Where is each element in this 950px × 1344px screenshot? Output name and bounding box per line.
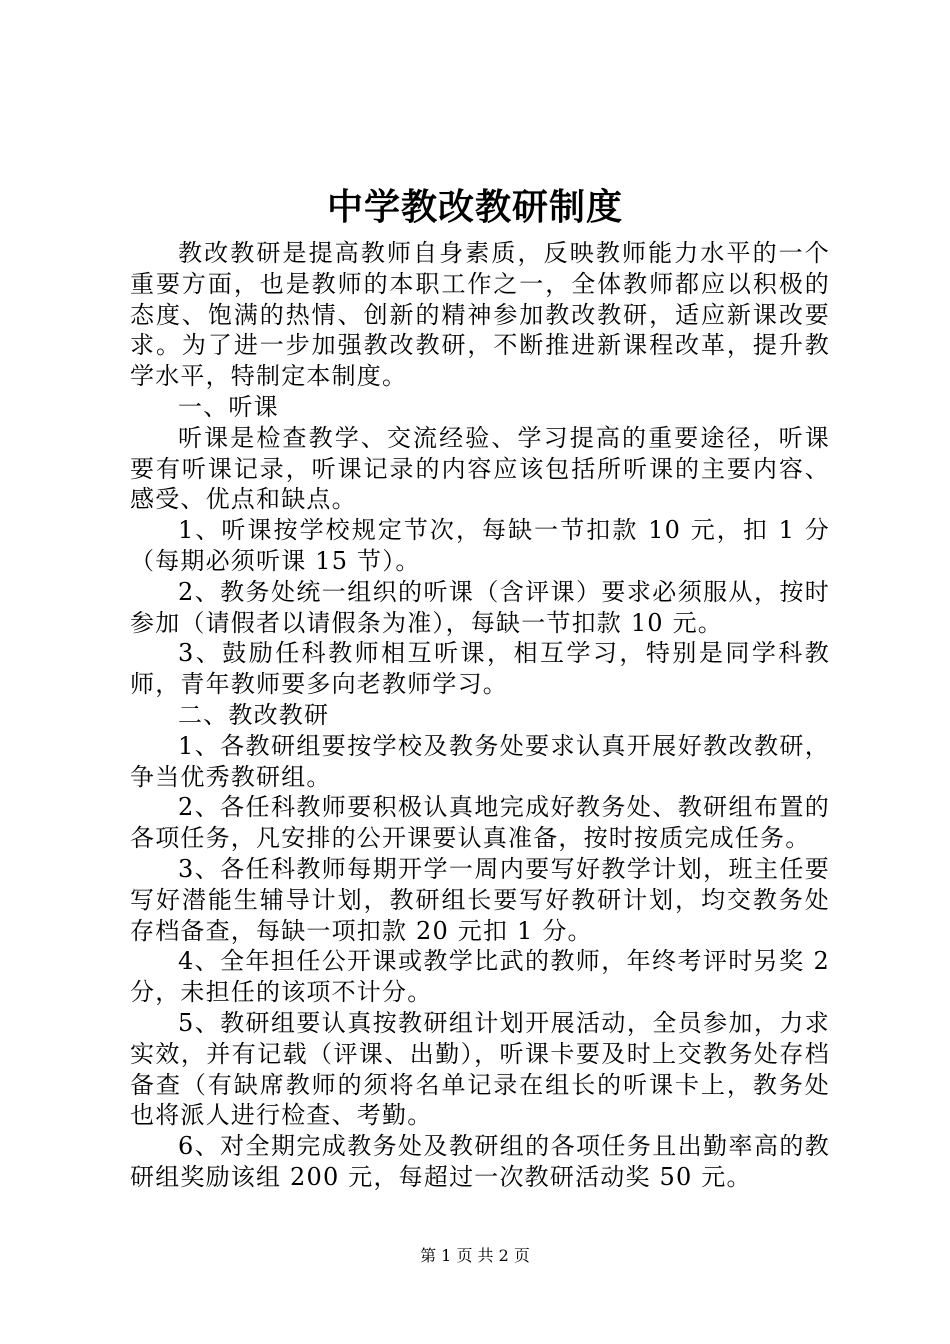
paragraph-listening-rule-1: 1、听课按学校规定节次，每缺一节扣款 10 元，扣 1 分（每期必须听课 15 节）。 [130, 516, 830, 575]
paragraph-listening-intro: 听课是检查教学、交流经验、学习提高的重要途径，听课要有听课记录，听课记录的内容应该包括所听课的主要内容、感受、优点和缺点。 [130, 423, 830, 514]
document-title: 中学教改教研制度 [326, 186, 623, 228]
paragraph-research-rule-2: 2、各任科教师要积极认真地完成好教务处、教研组布置的各项任务，凡安排的公开课要认真准备，按时按质完成任务。 [130, 793, 830, 853]
document-body [130, 238, 830, 1193]
paragraph-research-rule-6: 6、对全期完成教务处及教研组的各项任务且出勤率高的教研组奖励该组 200 元，每超过一次教研活动奖 50 元。 [130, 1132, 830, 1191]
section-heading-research: 二、教改教研 [178, 700, 330, 729]
paragraph-listening-rule-3: 3、鼓励任科教师相互听课，相互学习，特别是同学科教师，青年教师要多向老教师学习。 [130, 639, 830, 699]
paragraph-research-rule-3: 3、各任科教师每期开学一周内要写好教学计划，班主任要写好潜能生辅导计划，教研组长要写好教研计划，均交教务处存档备查，每缺一项扣款 20 元扣 1 分。 [130, 854, 830, 945]
paragraph-listening-rule-2: 2、教务处统一组织的听课（含评课）要求必须服从，按时参加（请假者以请假条为准），每缺一节扣款 10 元。 [130, 577, 830, 637]
section-heading-listening: 一、听课 [178, 392, 279, 421]
paragraph-research-rule-1: 1、各教研组要按学校及教务处要求认真开展好教改教研，争当优秀教研组。 [130, 731, 830, 791]
paragraph-intro: 教改教研是提高教师自身素质，反映教师能力水平的一个重要方面，也是教师的本职工作之一，全体教师都应以积极的态度、饱满的热情、创新的精神参加教改教研，适应新课改要求。为了进一步加强教改教研，不断推进新课程改革，提升教学水平，特制定本制度。 [130, 239, 830, 391]
paragraph-research-rule-4: 4、全年担任公开课或教学比武的教师，年终考评时另奖 2 分，未担任的该项不计分。 [130, 947, 830, 1007]
paragraph-research-rule-5: 5、教研组要认真按教研组计划开展活动，全员参加，力求实效，并有记载（评课、出勤），听课卡要及时上交教务处存档备查（有缺席教师的须将名单记录在组长的听课卡上，教务处也将派人进行检查、考勤。 [130, 1008, 830, 1130]
page-number-footer: 第 1 页 共 2 页 [420, 1246, 530, 1265]
